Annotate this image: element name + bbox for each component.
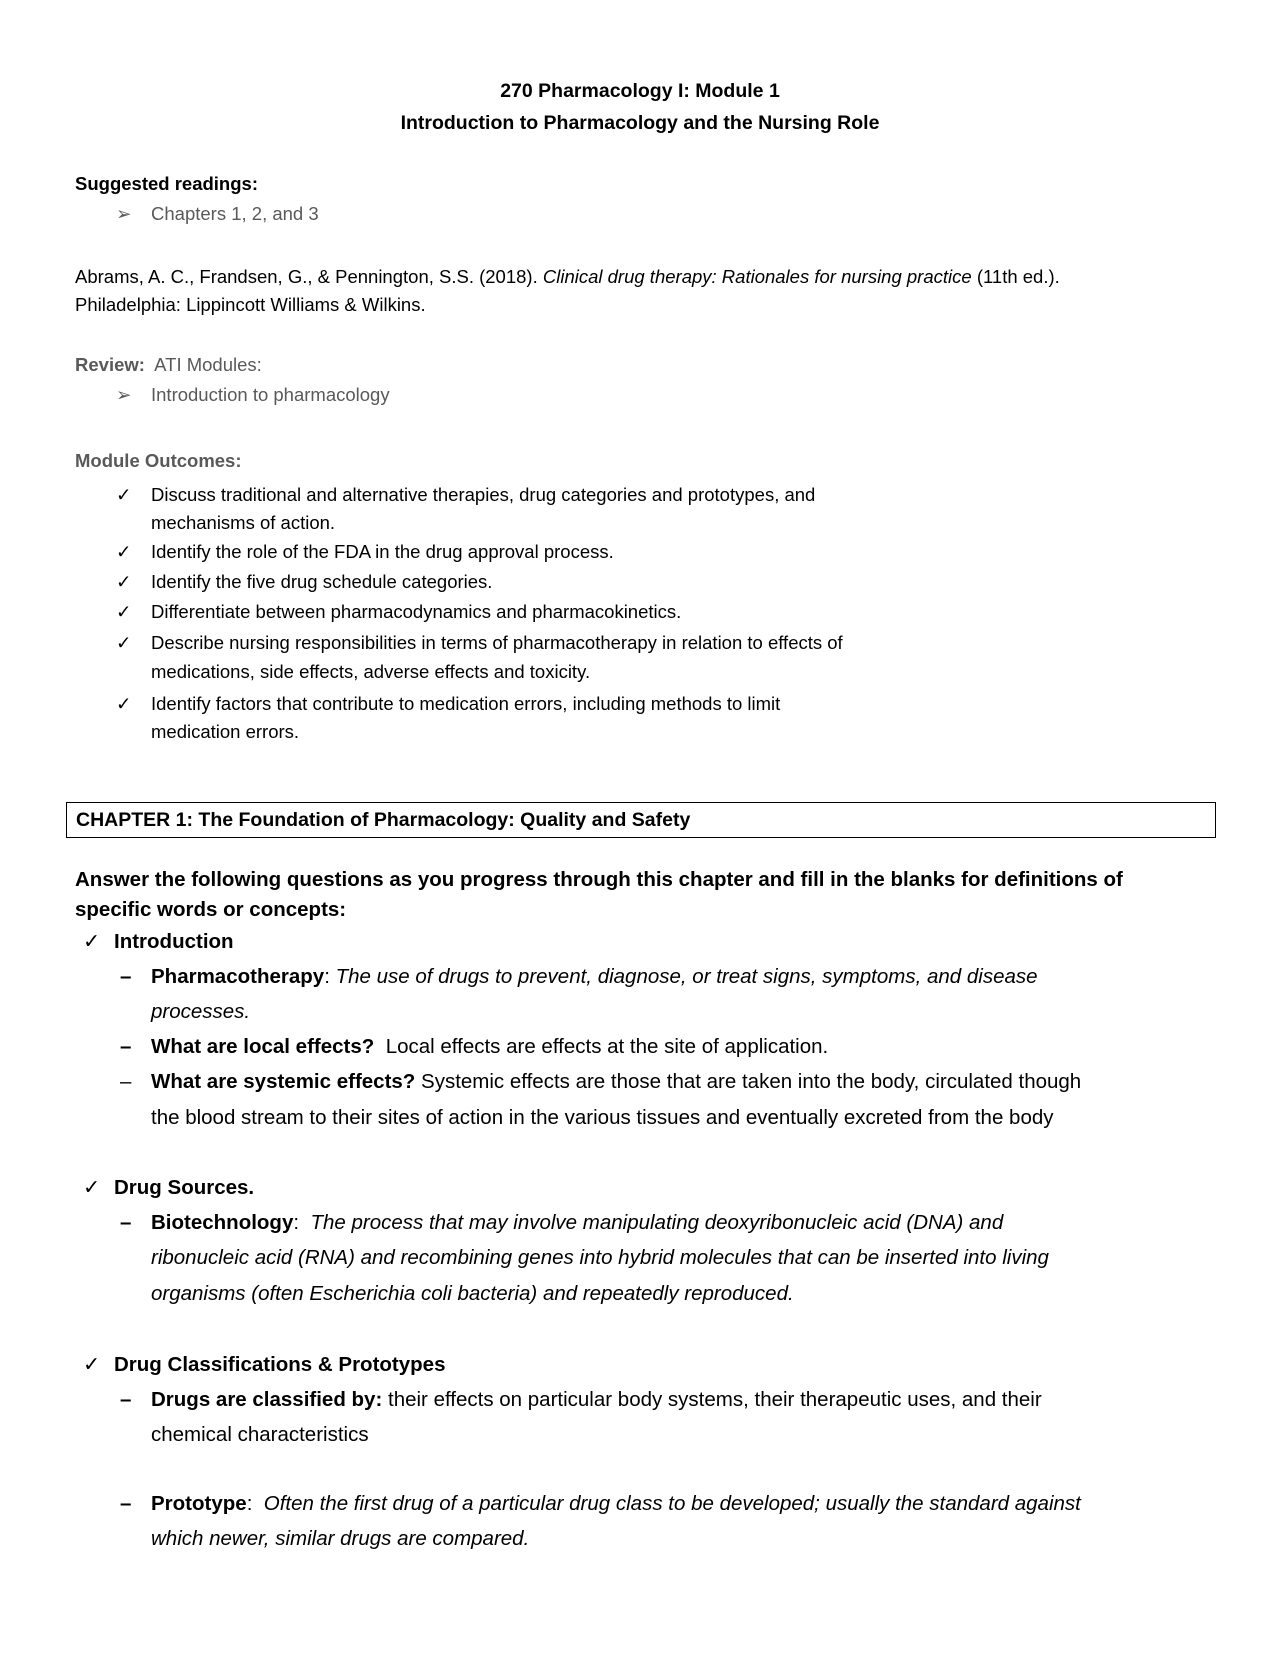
section-heading: Drug Classifications & Prototypes (114, 1353, 446, 1376)
term: Prototype (151, 1492, 247, 1515)
check-icon: ✓ (116, 571, 132, 592)
outcome-text: Discuss traditional and alternative therapies, drug categories and prototypes, and (151, 484, 816, 505)
check-icon: ✓ (116, 601, 132, 622)
chapter-title: CHAPTER 1: The Foundation of Pharmacology: Quality and Safety (76, 809, 691, 831)
arrow-bullet-icon: ➢ (116, 203, 132, 224)
answer: their effects on particular body systems, their therapeutic uses, and their (382, 1388, 1042, 1411)
definition: ribonucleic acid (RNA) and recombining genes into hybrid molecules that can be inserted into living (151, 1246, 1049, 1269)
review-label: Review: (75, 354, 145, 375)
outcome-text: Identify the role of the FDA in the drug approval process. (151, 541, 614, 562)
check-icon: ✓ (83, 930, 101, 953)
instructions-line: specific words or concepts: (75, 898, 347, 921)
citation-publisher: Philadelphia: Lippincott Williams & Wilkins. (75, 294, 426, 315)
dash-icon: – (120, 1388, 132, 1411)
term: Biotechnology (151, 1211, 294, 1234)
separator: : (293, 1211, 311, 1234)
section-heading: Introduction (114, 930, 234, 953)
outcome-text: Describe nursing responsibilities in terms of pharmacotherapy in relation to effects of (151, 632, 843, 653)
readings-item: Chapters 1, 2, and 3 (151, 203, 319, 224)
outcome-text: Identify the five drug schedule categories. (151, 571, 493, 592)
citation-edition: (11th ed.). (971, 266, 1060, 287)
citation-title: Clinical drug therapy: Rationales for nursing practice (542, 266, 972, 287)
definition: Often the first drug of a particular drug class to be developed; usually the standard against (263, 1492, 1081, 1515)
outcome-text: Differentiate between pharmacodynamics and pharmacokinetics. (151, 601, 682, 622)
dash-icon: – (120, 1070, 132, 1093)
dash-icon: – (120, 965, 132, 988)
review-text: ATI Modules: (144, 354, 262, 375)
citation-authors: Abrams, A. C., Frandsen, G., & Pennington, S.S. (2018). (75, 266, 543, 287)
term: Pharmacotherapy (151, 965, 325, 988)
dash-icon: – (120, 1211, 132, 1234)
answer: Systemic effects are those that are taken into the body, circulated though (415, 1070, 1082, 1093)
definition: The process that may involve manipulating deoxyribonucleic acid (DNA) and (310, 1211, 1004, 1234)
answer: Local effects are effects at the site of application. (374, 1035, 829, 1058)
answer: chemical characteristics (151, 1423, 369, 1446)
definition: processes. (151, 1000, 251, 1023)
separator: : (246, 1492, 264, 1515)
dash-icon: – (120, 1492, 132, 1515)
definition: organisms (often Escherichia coli bacteria) and repeatedly reproduced. (151, 1282, 794, 1305)
check-icon: ✓ (116, 693, 132, 714)
separator: : (324, 965, 336, 988)
question: Drugs are classified by: (151, 1388, 383, 1411)
definition: The use of drugs to prevent, diagnose, or treat signs, symptoms, and disease (335, 965, 1038, 988)
outcome-text: medications, side effects, adverse effects and toxicity. (151, 661, 591, 682)
outcome-text: medication errors. (151, 721, 300, 742)
instructions-line: Answer the following questions as you progress through this chapter and fill in the blanks for definitions of (75, 868, 1123, 891)
section-heading: Drug Sources. (114, 1176, 255, 1199)
check-icon: ✓ (83, 1176, 101, 1199)
readings-heading: Suggested readings: (75, 173, 258, 194)
document-subtitle: Introduction to Pharmacology and the Nursing Role (400, 112, 880, 134)
definition: which newer, similar drugs are compared. (151, 1527, 530, 1550)
question: What are local effects? (151, 1035, 375, 1058)
outcomes-heading: Module Outcomes: (75, 450, 242, 471)
outcome-text: Identify factors that contribute to medication errors, including methods to limit (151, 693, 781, 714)
answer: the blood stream to their sites of action in the various tissues and eventually excreted from the body (151, 1106, 1054, 1129)
dash-icon: – (120, 1035, 132, 1058)
review-item: Introduction to pharmacology (151, 384, 390, 405)
question: What are systemic effects? (151, 1070, 416, 1093)
check-icon: ✓ (116, 632, 132, 653)
outcome-text: mechanisms of action. (151, 512, 336, 533)
document-title: 270 Pharmacology I: Module 1 (500, 80, 780, 102)
chapter-title-box (66, 802, 1216, 838)
check-icon: ✓ (116, 484, 132, 505)
check-icon: ✓ (116, 541, 132, 562)
check-icon: ✓ (83, 1353, 101, 1376)
arrow-bullet-icon: ➢ (116, 384, 132, 405)
